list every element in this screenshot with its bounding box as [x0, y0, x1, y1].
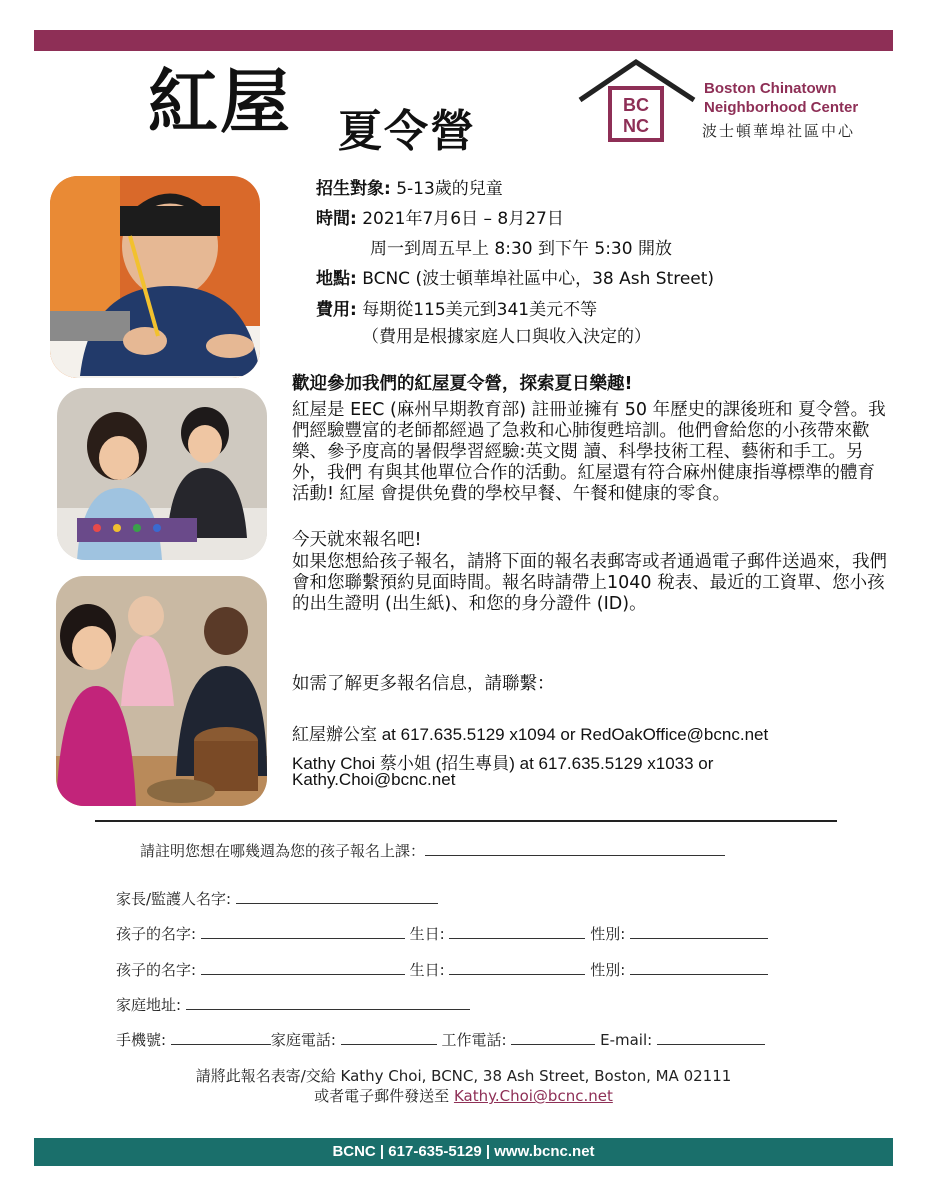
- birthday-field[interactable]: [449, 923, 585, 939]
- form-weeks-row: [140, 840, 725, 861]
- parent-name-field[interactable]: [236, 888, 438, 904]
- place-value: BCNC (波士頓華埠社區中心，38 Ash Street): [356, 269, 715, 289]
- logo-abbr-top: BC: [623, 95, 649, 115]
- registration-paragraph: 如果您想給孩子報名，請將下面的報名表郵寄或者通過電子郵件送過來，我們會和您聯繫預約見面時間。報名時請帶上1040 稅表、最近的工資單、您小孩的出生證明 (出生紙)、和您的身分證件 (ID)。: [292, 552, 887, 614]
- work-phone-field[interactable]: [511, 1029, 595, 1045]
- signup-today-text: 今天就來報名吧!: [292, 530, 422, 550]
- title-main: 紅屋: [148, 60, 292, 143]
- birthday-label: 生日:: [409, 925, 445, 943]
- child-name-field[interactable]: [201, 923, 405, 939]
- intro-paragraph: 紅屋是 EEC (麻州早期教育部) 註冊並擁有 50 年歷史的課後班和 夏令營。我們經驗豐富的老師都經過了急救和心肺復甦培訓。他們會給您的小孩帶來歡樂、參予度高的暑假學習經驗:英文閱 讀、科學技術工程、藝術和手工。另外，我們 有與其他單位合作的活動。紅屋還有符合麻州健康指導標準的體育活動! 紅屋 會提供免費的學校早餐、午餐和健康的零食。: [292, 400, 886, 504]
- info-time-hours: 周一到周五早上 8:30 到下午 5:30 開放: [370, 239, 672, 259]
- email-instructions-prefix: 或者電子郵件發送至: [314, 1087, 454, 1105]
- photo-girls-playing: [57, 388, 267, 560]
- weeks-label: 請註明您想在哪幾週為您的孩子報名上課：: [140, 842, 426, 860]
- audience-value: 5-13歲的兒童: [390, 179, 503, 199]
- gender-label: 性別:: [590, 925, 626, 943]
- logo-name-line2: Neighborhood Center: [704, 99, 859, 116]
- place-label: 地點:: [316, 269, 357, 289]
- contact-kathy: Kathy Choi 蔡小姐 (招生專員) at 617.635.5129 x1033 or: [292, 754, 714, 773]
- logo-name-chinese: 波士頓華埠社區中心: [702, 122, 856, 140]
- info-fee-note: （費用是根據家庭人口與收入決定的）: [362, 327, 651, 347]
- mailing-instructions: 請將此報名表寄/交給 Kathy Choi, BCNC, 38 Ash Street, Boston, MA 02111: [195, 1067, 732, 1085]
- gender-field[interactable]: [630, 959, 768, 975]
- home-phone-field[interactable]: [341, 1029, 437, 1045]
- contact-kathy-email: Kathy.Choi@bcnc.net: [292, 770, 456, 789]
- time-label: 時間:: [316, 209, 357, 229]
- form-parent-row: [116, 888, 438, 909]
- logo-name-line1: Boston Chinatown: [704, 80, 837, 97]
- gender-field[interactable]: [630, 923, 768, 939]
- birthday-field[interactable]: [449, 959, 585, 975]
- mobile-field[interactable]: [171, 1029, 271, 1045]
- address-field[interactable]: [186, 994, 470, 1010]
- email-instructions: [0, 1085, 927, 1106]
- house-logo-icon: [578, 58, 698, 148]
- weeks-field[interactable]: [425, 840, 725, 856]
- child-name-label: 孩子的名字:: [116, 961, 197, 979]
- child-name-label: 孩子的名字:: [116, 925, 197, 943]
- info-audience: [316, 174, 503, 199]
- photo-boy-writing: [50, 176, 260, 378]
- info-fee: [316, 295, 597, 320]
- gender-label: 性別:: [590, 961, 626, 979]
- contact-office: 紅屋辦公室 at 617.635.5129 x1094 or RedOakOffice@bcnc.net: [292, 725, 769, 744]
- bcnc-logo: [578, 58, 888, 148]
- form-address-row: [116, 994, 470, 1015]
- time-value: 2021年7月6日 – 8月27日: [356, 209, 564, 229]
- work-phone-label: 工作電話:: [441, 1031, 507, 1049]
- parent-name-label: 家長/監護人名字:: [116, 890, 232, 908]
- info-place: [316, 264, 714, 289]
- logo-abbr-bottom: NC: [623, 116, 649, 136]
- address-label: 家庭地址:: [116, 996, 182, 1014]
- email-label: E-mail:: [600, 1031, 653, 1049]
- more-info-text: 如需了解更多報名信息，請聯繫：: [292, 674, 555, 694]
- home-phone-label: 家庭電話:: [270, 1031, 336, 1049]
- fee-value: 每期從115美元到341美元不等: [356, 300, 598, 320]
- photo-kids-drumming: [56, 576, 267, 806]
- footer-bar: BCNC | 617-635-5129 | www.bcnc.net: [34, 1138, 893, 1166]
- kathy-email-link[interactable]: Kathy.Choi@bcnc.net: [453, 1087, 613, 1105]
- form-child-row-1: [116, 923, 768, 944]
- child-name-field[interactable]: [201, 959, 405, 975]
- form-phone-row: [116, 1029, 765, 1050]
- form-child-row-2: [116, 959, 768, 980]
- section-divider: [95, 820, 837, 822]
- audience-label: 招生對象:: [316, 179, 391, 199]
- info-time: [316, 204, 564, 229]
- fee-label: 費用:: [316, 300, 357, 320]
- email-field[interactable]: [657, 1029, 765, 1045]
- birthday-label: 生日:: [409, 961, 445, 979]
- title-sub: 夏令營: [338, 106, 476, 157]
- welcome-heading: 歡迎參加我們的紅屋夏令營，探索夏日樂趣!: [292, 374, 633, 394]
- mobile-label: 手機號:: [116, 1031, 167, 1049]
